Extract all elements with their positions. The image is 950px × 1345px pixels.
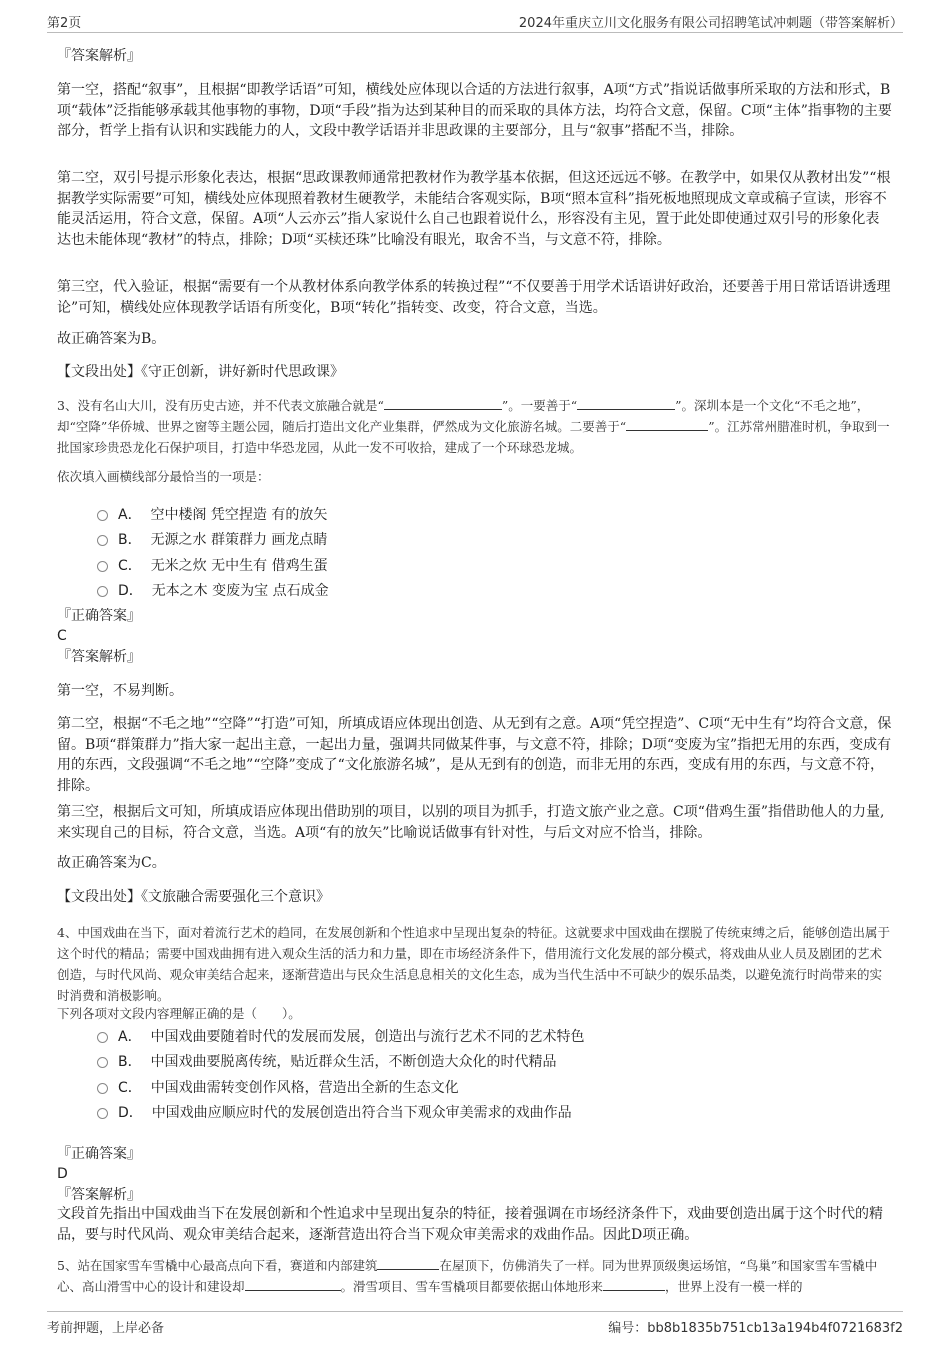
q3-analysis-p3: 第三空，根据后文可知，所填成语应体现出借助别的项目，以别的项目为抓手，打造文旅产业之意。C项“借鸡生蛋”指借助他人的力量,来实现自己的目标，符合文意，当选。A项“有的放矢”比喻说话做事有针对性，与后文对应不恰当，排除。 bbox=[57, 804, 885, 841]
q5-stem: 5、站在国家雪车雪橇中心最高点向下看，赛道和内部建筑 在屋顶下，仿佛消失了一样。同为世界顶级奥运场馆，“鸟巢”和国家雪车雪橇中心、高山滑雪中心的设计和建设却 。滑雪项目、雪车雪橇项目都要依据山体地形来 ，世界上没有一模一样的 bbox=[57, 1255, 893, 1297]
q3-option-c[interactable]: C． 无米之炊 无中生有 借鸡生蛋 bbox=[97, 555, 328, 577]
q2-conclusion: 故正确答案为B。 bbox=[57, 331, 166, 347]
footer-slogan: 考前押题，上岸必备 bbox=[47, 1321, 165, 1336]
q2-analysis-p2: 第二空，双引号提示形象化表达，根据“思政课教师通常把教材作为教学基本依据，但这还远远不够。在教学中，如果仅从教材出发”“根据教学实际需要”可知，横线处应体现照着教材生硬教学，未能结合客观实际，B项“照本宣科”指死板地照现成文章或稿子宣读，形容不能灵活运用，符合文意，保留。A项“人云亦云”指人家说什么自己也跟着说什么，形容没有主见，置于此处即使通过双引号的形象化表达也未能体现“教材”的特点，排除；D项“买椟还珠”比喻没有眼光，取舍不当，与文意不符，排除。 bbox=[57, 170, 891, 248]
q3-option-d[interactable]: D． 无本之木 变废为宝 点石成金 bbox=[97, 580, 329, 602]
document-id: 编号：bb8b1835b751cb13a194b4f0721683f2 bbox=[608, 1321, 903, 1336]
page-number: 第2页 bbox=[47, 16, 82, 31]
q4-analysis: 文段首先指出中国戏曲当下在发展创新和个性追求中呈现出复杂的特征，接着强调在市场经济条件下，戏曲要创造出属于这个时代的精品，要与时代风尚、观众审美结合起来，逐渐营造出符合当下观众审美需求的戏曲作品。因此D项正确。 bbox=[57, 1206, 883, 1243]
page-header bbox=[47, 10, 903, 33]
blank-2 bbox=[577, 395, 675, 410]
q3-conclusion: 故正确答案为C。 bbox=[57, 855, 166, 871]
blank-3 bbox=[626, 416, 708, 431]
q3-prompt: 依次填入画横线部分最恰当的一项是： bbox=[57, 469, 270, 484]
q3-option-a[interactable]: A． 空中楼阁 凭空捏造 有的放矢 bbox=[97, 504, 327, 526]
q4-analysis-label: 『答案解析』 bbox=[57, 1187, 141, 1203]
radio-icon[interactable] bbox=[97, 1083, 108, 1094]
radio-icon[interactable] bbox=[97, 1108, 108, 1119]
blank-1 bbox=[384, 395, 502, 410]
radio-icon[interactable] bbox=[97, 1032, 108, 1043]
q4-stem: 4、中国戏曲在当下，面对着流行艺术的趋同，在发展创新和个性追求中呈现出复杂的特征。这就要求中国戏曲在摆脱了传统束缚之后，能够创造出属于这个时代的精品；需要中国戏曲拥有进入观众生活的活力和力量，即在市场经济条件下，借用流行文化发展的部分模式，将戏曲从业人员及剧团的艺术创造，与时代风尚、观众审美结合起来，逐渐营造出与民众生活息息相关的文化生态，成为当代生活中不可缺少的娱乐品类，以避免流行时尚带来的实时消费和消极影响。 bbox=[57, 925, 890, 1003]
q2-analysis-p1: 第一空，搭配“叙事”，且根据“即教学话语”可知，横线处应体现以合适的方法进行叙事，A项“方式”指说话做事所采取的方法和形式，B项“载体”泛指能够承载其他事物的事物，D项“手段”指为达到某种目的而采取的具体方法，均符合文意，保留。C项“主体”指事物的主要部分，哲学上指有认识和实践能力的人，文段中教学话语并非思政课的主要部分，且与“叙事”搭配不当，排除。 bbox=[57, 82, 892, 139]
q4-option-b[interactable]: B． 中国戏曲要脱离传统，贴近群众生活，不断创造大众化的时代精品 bbox=[97, 1051, 557, 1073]
radio-icon[interactable] bbox=[97, 1057, 108, 1068]
page-footer bbox=[47, 1311, 903, 1337]
q3-stem: 3、没有名山大川，没有历史古迹，并不代表文旅融合就是“ ”。一要善于“ ”。深圳本是一个文化“不毛之地”，却“空降”华侨城、世界之窗等主题公园，随后打造出文化产业集群，俨然成为文化旅游名城。二要善于“ ”。江苏常州腊准时机，争取到一批国家珍贵恐龙化石保护项目，打造中华恐龙园，从此一发不可收拾，建成了一个环球恐龙城。 bbox=[57, 395, 893, 458]
q2-source: 【文段出处】《守正创新，讲好新时代思政课》 bbox=[57, 364, 344, 380]
q4-answer: D bbox=[57, 1166, 68, 1182]
radio-icon[interactable] bbox=[97, 586, 108, 597]
q4-option-d[interactable]: D． 中国戏曲应顺应时代的发展创造出符合当下观众审美需求的戏曲作品 bbox=[97, 1102, 572, 1124]
blank-3 bbox=[603, 1276, 665, 1291]
blank-2 bbox=[245, 1276, 341, 1291]
q2-analysis-p3: 第三空，代入验证，根据“需要有一个从教材体系向教学体系的转换过程”“不仅要善于用学术话语讲好政治，还要善于用日常话语讲透理论”可知，横线处应体现教学话语有所变化，B项“转化”指转变、改变，符合文意，当选。 bbox=[57, 279, 891, 316]
q2-analysis-label: 『答案解析』 bbox=[57, 48, 141, 64]
radio-icon[interactable] bbox=[97, 510, 108, 521]
q4-prompt: 下列各项对文段内容理解正确的是（ ）。 bbox=[57, 1006, 301, 1021]
q3-analysis-p1: 第一空，不易判断。 bbox=[57, 683, 183, 699]
q3-analysis-p2: 第二空，根据“不毛之地”“空降”“打造”可知，所填成语应体现出创造、从无到有之意。A项“凭空捏造”、C项“无中生有”均符合文意，保留。B项“群策群力”指大家一起出主意，一起出力量，强调共同做某件事，与文意不符，排除；D项“变废为宝”指把无用的东西，变成有用的东西，文段强调“不毛之地”“空降”变成了“文化旅游名城”，是从无到有的创造，而非无用的东西，变成有用的东西，与文意不符，排除。 bbox=[57, 716, 892, 794]
radio-icon[interactable] bbox=[97, 535, 108, 546]
q4-option-c[interactable]: C． 中国戏曲需转变创作风格，营造出全新的生态文化 bbox=[97, 1077, 459, 1099]
q3-answer: C bbox=[57, 628, 67, 644]
q3-analysis-label: 『答案解析』 bbox=[57, 649, 141, 665]
q3-option-b[interactable]: B． 无源之水 群策群力 画龙点睛 bbox=[97, 529, 327, 551]
q3-answer-label: 『正确答案』 bbox=[57, 608, 141, 624]
document-title: 2024年重庆立川文化服务有限公司招聘笔试冲刺题（带答案解析） bbox=[518, 16, 903, 31]
q3-source: 【文段出处】《文旅融合需要强化三个意识》 bbox=[57, 889, 330, 905]
radio-icon[interactable] bbox=[97, 561, 108, 572]
q4-answer-label: 『正确答案』 bbox=[57, 1146, 141, 1162]
blank-1 bbox=[377, 1255, 439, 1270]
q4-option-a[interactable]: A． 中国戏曲要随着时代的发展而发展，创造出与流行艺术不同的艺术特色 bbox=[97, 1026, 584, 1048]
